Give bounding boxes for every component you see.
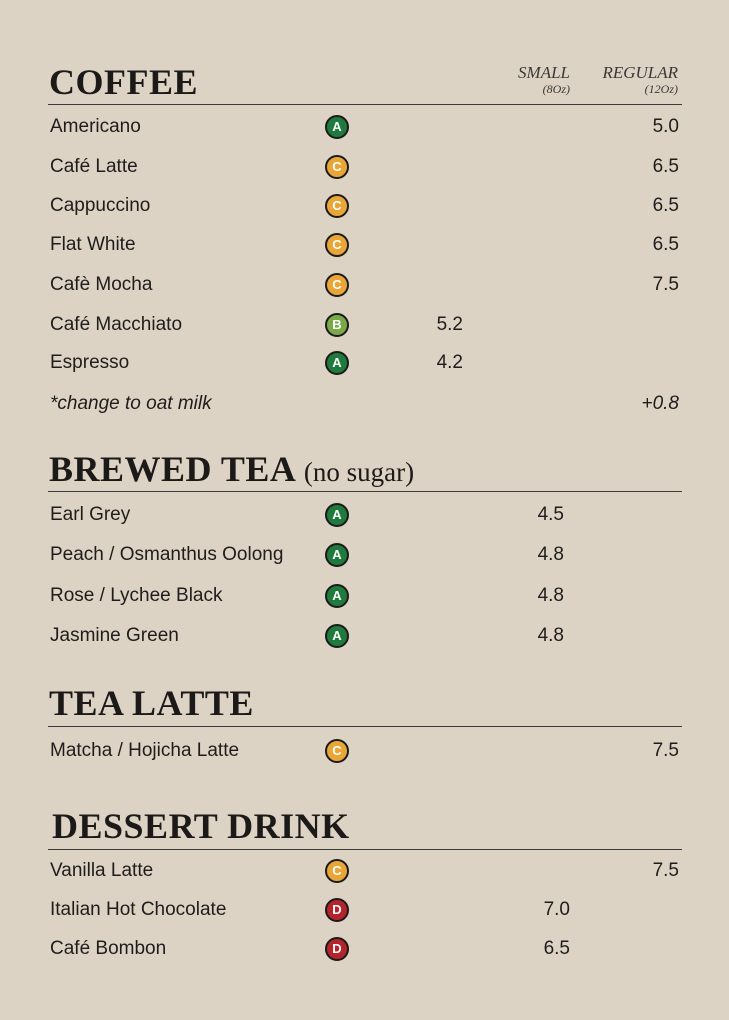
grade-badge: A: [325, 351, 349, 375]
menu-item: [0, 112, 729, 142]
grade-badge: B: [325, 313, 349, 337]
dessert-drink-divider: [48, 849, 682, 850]
grade-badge: D: [325, 937, 349, 961]
item-name: Peach / Osmanthus Oolong: [50, 544, 284, 565]
grade-badge: C: [325, 155, 349, 179]
item-price: 7.5: [652, 860, 679, 881]
item-name: Espresso: [50, 352, 130, 373]
menu-item: [0, 270, 729, 300]
item-name: Café Macchiato: [50, 314, 183, 335]
regular-price: 6.5: [652, 234, 679, 255]
menu-item: [0, 348, 729, 378]
brewed-tea-divider: [48, 491, 682, 492]
menu-item: [0, 500, 729, 530]
menu-item: [0, 581, 729, 611]
item-name: Rose / Lychee Black: [50, 585, 223, 606]
grade-badge: A: [325, 503, 349, 527]
menu-item: [0, 934, 729, 964]
item-name: Vanilla Latte: [50, 860, 154, 881]
oat-milk-note: *change to oat milk: [50, 393, 212, 414]
brewed-tea-title: BREWED TEA: [49, 449, 295, 489]
brewed-tea-section-title: [49, 451, 414, 487]
regular-size-header: [570, 64, 678, 96]
item-name: Cafè Mocha: [50, 274, 153, 295]
regular-price: 6.5: [652, 156, 679, 177]
regular-price: 5.0: [652, 116, 679, 137]
menu-item: [0, 856, 729, 886]
item-name: Flat White: [50, 234, 136, 255]
item-price: 7.5: [652, 740, 679, 761]
item-name: Cappuccino: [50, 195, 151, 216]
small-size-header: [478, 64, 570, 96]
regular-price: 7.5: [652, 274, 679, 295]
grade-badge: C: [325, 739, 349, 763]
item-name: Italian Hot Chocolate: [50, 899, 227, 920]
small-size-volume: (8Oz): [542, 82, 570, 96]
menu-item: [0, 895, 729, 925]
item-name: Americano: [50, 116, 141, 137]
grade-badge: A: [325, 115, 349, 139]
menu-item: [0, 540, 729, 570]
small-price: 5.2: [436, 314, 463, 335]
item-name: Jasmine Green: [50, 625, 179, 646]
oat-milk-note-row: [0, 389, 729, 419]
small-price: 4.2: [436, 352, 463, 373]
item-price: 4.8: [537, 585, 564, 606]
item-name: Café Bombon: [50, 938, 167, 959]
menu-item: [0, 310, 729, 340]
item-price: 4.8: [537, 625, 564, 646]
dessert-drink-section-title: DESSERT DRINK: [52, 806, 350, 846]
item-name: Earl Grey: [50, 504, 131, 525]
grade-badge: D: [325, 898, 349, 922]
grade-badge: A: [325, 543, 349, 567]
item-price: 4.8: [537, 544, 564, 565]
grade-badge: A: [325, 624, 349, 648]
grade-badge: C: [325, 233, 349, 257]
small-size-label: SMALL: [518, 63, 570, 82]
menu-item: [0, 736, 729, 766]
grade-badge: C: [325, 859, 349, 883]
brewed-tea-subtitle: (no sugar): [303, 457, 415, 487]
tea-latte-divider: [48, 726, 682, 727]
menu-item: [0, 152, 729, 182]
item-name: Matcha / Hojicha Latte: [50, 740, 240, 761]
coffee-divider: [48, 104, 682, 105]
grade-badge: C: [325, 194, 349, 218]
menu-item: [0, 230, 729, 260]
regular-size-label: REGULAR: [602, 63, 678, 82]
coffee-section-title: COFFEE: [49, 62, 199, 102]
menu-item: [0, 191, 729, 221]
menu-item: [0, 621, 729, 651]
item-name: Café Latte: [50, 156, 138, 177]
grade-badge: A: [325, 584, 349, 608]
oat-milk-surcharge: +0.8: [641, 393, 679, 414]
tea-latte-section-title: TEA LATTE: [49, 683, 254, 723]
item-price: 7.0: [543, 899, 570, 920]
regular-size-volume: (12Oz): [644, 82, 678, 96]
item-price: 4.5: [537, 504, 564, 525]
regular-price: 6.5: [652, 195, 679, 216]
grade-badge: C: [325, 273, 349, 297]
item-price: 6.5: [543, 938, 570, 959]
